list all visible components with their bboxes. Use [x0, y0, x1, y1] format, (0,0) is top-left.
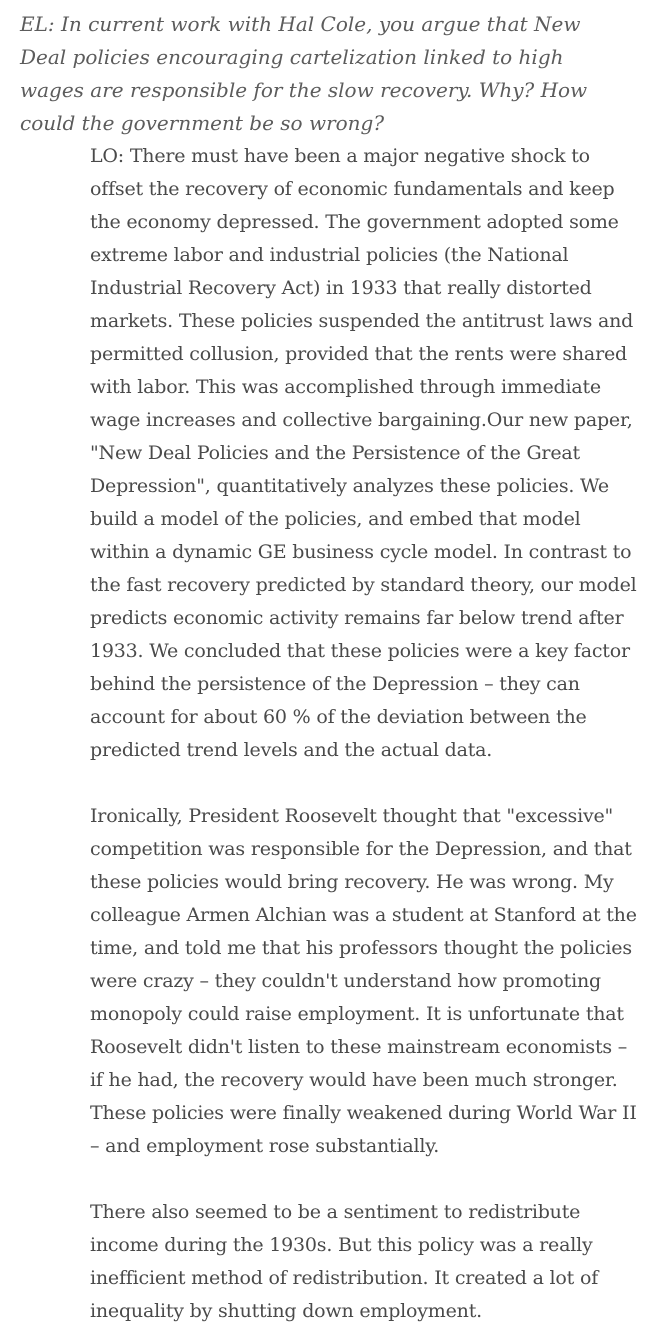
- answer-paragraph: LO: There must have been a major negative shock to offset the recovery of economic fundamentals and keep the economy depressed. The government adopted some extreme labor and industrial policies (the National Industrial Recovery Act) in 1933 that really distorted markets. These policies suspended the antitrust laws and permitted collusion, provided that the rents were shared with labor. This was accomplished through immediate wage increases and collective bargaining.Our new paper, "New Deal Policies and the Persistence of the Great Depression", quantitatively analyzes these policies. We build a model of the policies, and embed that model within a dynamic GE business cycle model. In contrast to the fast recovery predicted by standard theory, our model predicts economic activity remains far below trend after 1933. We concluded that these policies were a key factor behind the persistence of the Depression – they can account for about 60 % of the deviation between the predicted trend levels and the actual data.: [90, 145, 637, 761]
- answer-paragraph: Ironically, President Roosevelt thought that "excessive" competition was responsible for the Depression, and that these policies would bring recovery. He was wrong. My colleague Armen Alchian was a student at Stanford at the time, and told me that his professors thought the policies were crazy – they couldn't understand how promoting monopoly could raise employment. It is unfortunate that Roosevelt didn't listen to these mainstream economists – if he had, the recovery would have been much stronger. These policies were finally weakened during World War II – and employment rose substantially.: [90, 805, 637, 1157]
- interview-answer: [90, 140, 645, 1328]
- answer-paragraph: There also seemed to be a sentiment to redistribute income during the 1930s. But this policy was a really inefficient method of redistribution. It created a lot of inequality by shutting down employment.: [90, 1201, 599, 1322]
- interview-question: EL: In current work with Hal Cole, you argue that New Deal policies encouraging cartelization linked to high wages are responsible for the slow recovery. Why? How could the government be so wrong?: [20, 12, 588, 135]
